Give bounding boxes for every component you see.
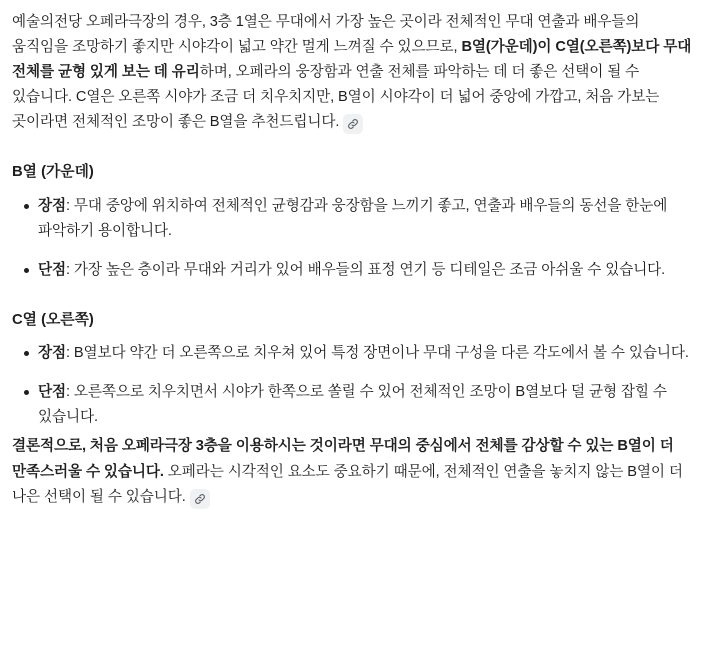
intro-text-1: 예술의전당 오페라극장의 경우, 3층 1열은 무대에서 가장 높은 곳이라 전체적인 무대 연출과 배우들의 움직임을 조망하기 좋지만 시야각이 넓고 약간 멀게 느껴질 수 있으므로, <box>12 14 640 56</box>
section-list-c <box>12 341 697 430</box>
link-icon[interactable] <box>343 114 363 134</box>
list-item <box>38 341 697 366</box>
bullet-label: 단점 <box>38 384 66 401</box>
list-item <box>38 380 697 430</box>
bullet-label: 장점 <box>38 345 66 362</box>
section-heading-b: B열 (가운데) <box>12 164 94 181</box>
list-item <box>38 258 697 283</box>
bullet-text: : 무대 중앙에 위치하여 전체적인 균형감과 웅장함을 느끼기 좋고, 연출과 배우들의 동선을 한눈에 파악하기 용이합니다. <box>38 197 668 239</box>
intro-text-3: 하며, 오페라의 웅장함과 연출 전체를 파악하는 데 더 좋은 선택이 될 수 있습니다. C열은 오른쪽 시야가 조금 더 치우치지만, B열이 시야각이 더 넓어 중앙에 가깝고, 처음 가보는 곳이라면 전체적인 조망이 좋은 B열을 추천드립니다. <box>12 64 660 131</box>
list-item <box>38 194 697 244</box>
section-list-b <box>12 194 697 283</box>
bullet-text: : B열보다 약간 더 오른쪽으로 치우쳐 있어 특정 장면이나 무대 구성을 다른 각도에서 볼 수 있습니다. <box>66 345 689 362</box>
bullet-text: : 가장 높은 층이라 무대와 거리가 있어 배우들의 표정 연기 등 디테일은 조금 아쉬울 수 있습니다. <box>66 261 666 278</box>
intro-paragraph <box>12 10 697 135</box>
conclusion-paragraph <box>12 434 697 509</box>
link-icon[interactable] <box>190 489 210 509</box>
conclusion-text: 오페라는 시각적인 요소도 중요하기 때문에, 전체적인 연출을 놓치지 않는 B열이 더 나은 선택이 될 수 있습니다. <box>12 463 683 505</box>
intro-text-2-bold: B열(가운데)이 C열(오른쪽)보다 무대 전체를 균형 있게 보는 데 유리 <box>12 39 692 81</box>
section-heading-c: C열 (오른쪽) <box>12 311 94 328</box>
bullet-label: 단점 <box>38 261 66 278</box>
bullet-text: : 오른쪽으로 치우치면서 시야가 한쪽으로 쏠릴 수 있어 전체적인 조망이 B열보다 덜 균형 잡힐 수 있습니다. <box>38 384 667 426</box>
conclusion-text-bold: 결론적으로, 처음 오페라극장 3층을 이용하시는 것이라면 무대의 중심에서 전체를 감상할 수 있는 B열이 더 만족스러울 수 있습니다. <box>12 438 674 480</box>
bullet-label: 장점 <box>38 197 66 214</box>
